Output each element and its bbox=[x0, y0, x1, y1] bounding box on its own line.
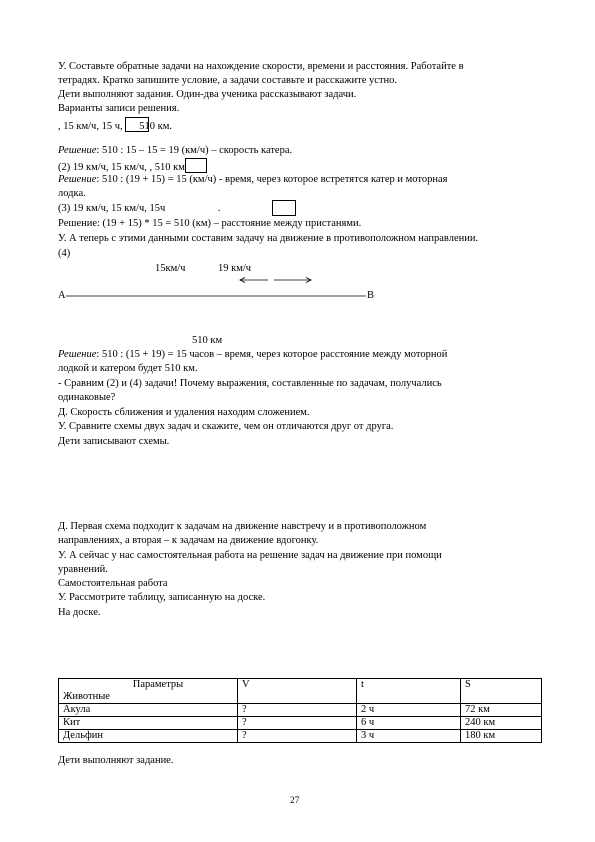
text-line-16: - Сравним (2) и (4) задачи! Почему выражения, составленные по задачам, получались bbox=[58, 378, 442, 389]
table-row bbox=[59, 704, 542, 717]
text-line-27: На доске. bbox=[58, 607, 101, 618]
variant-3-text: (3) 19 км/ч, 15 км/ч, 15ч bbox=[58, 203, 166, 214]
cell-v: ? bbox=[238, 717, 357, 730]
cell-s: 180 км bbox=[461, 730, 542, 743]
distance-label: 510 км bbox=[192, 335, 223, 346]
cell-t: 2 ч bbox=[357, 704, 461, 717]
header-params: Параметры bbox=[132, 679, 184, 690]
variant-1-unit: км. bbox=[154, 121, 172, 132]
solution-label: Решение bbox=[58, 174, 97, 185]
text-line-26: У. Рассмотрите таблицу, записанную на доске. bbox=[58, 592, 266, 603]
table-row bbox=[59, 730, 542, 743]
header-s: S bbox=[461, 679, 542, 704]
point-a-label: А bbox=[58, 290, 66, 301]
cell-s: 240 км bbox=[461, 717, 542, 730]
text-line-25: Самостоятельная работа bbox=[58, 578, 168, 589]
variant-2-text: (2) 19 км/ч, 15 км/ч, , 510 км bbox=[58, 162, 185, 173]
speed-label-2: 19 км/ч bbox=[218, 263, 252, 274]
text-line-21: Д. Первая схема подходит к задачам на движение навстречу и в противоположном bbox=[58, 521, 427, 532]
text-line-19: У. Сравните схемы двух задач и скажите, чем он отличаются друг от друга. bbox=[58, 421, 394, 432]
page-number: 27 bbox=[290, 796, 300, 806]
cell-name: Акула bbox=[59, 704, 238, 717]
text-line-1: У. Составьте обратные задачи на нахождение скорости, времени и расстояния. Работайте в bbox=[58, 61, 464, 72]
text-line-22: направлениях, а вторая – к задачам на движение вдогонку. bbox=[58, 535, 319, 546]
cell-s: 72 км bbox=[461, 704, 542, 717]
text-line-18: Д. Скорость сближения и удаления находим сложением. bbox=[58, 407, 310, 418]
left-arrow bbox=[240, 278, 268, 283]
table-header-row bbox=[59, 679, 542, 704]
text-line-20: Дети записывают схемы. bbox=[58, 436, 170, 447]
header-t: t bbox=[357, 679, 461, 704]
text-line-9: лодка. bbox=[58, 188, 86, 199]
header-params-cell bbox=[59, 679, 238, 704]
variant-1-dist: 510 bbox=[139, 121, 155, 132]
cell-t: 3 ч bbox=[357, 730, 461, 743]
table-row bbox=[59, 717, 542, 730]
solution-2-text: : 510 : (19 + 15) = 15 (км/ч) - время, через которое встретятся катер и моторная bbox=[96, 174, 448, 185]
solution-1-text: : 510 : 15 – 15 = 19 (км/ч) – скорость катера. bbox=[96, 145, 293, 156]
text-line-28: Дети выполняют задание. bbox=[58, 755, 174, 766]
speed-label-1: 15км/ч bbox=[155, 263, 186, 274]
point-b-label: В bbox=[367, 290, 375, 301]
text-line-23: У. А сейчас у нас самостоятельная работа на решение задач на движение при помощи bbox=[58, 550, 442, 561]
variant-1-text: , 15 км/ч, 15 ч, bbox=[58, 121, 123, 132]
solution-3-line: Решение: (19 + 15) * 15 = 510 (км) – расстояние между пристанями. bbox=[58, 218, 362, 229]
cell-v: ? bbox=[238, 704, 357, 717]
variant-3-dot: . bbox=[217, 203, 221, 214]
text-line-17: одинаковые? bbox=[58, 392, 116, 403]
text-line-12: У. А теперь с этими данными составим задачу на движение в противоположном направлении. bbox=[58, 233, 479, 244]
text-line-13: (4) bbox=[58, 248, 71, 259]
cell-t: 6 ч bbox=[357, 717, 461, 730]
cell-v: ? bbox=[238, 730, 357, 743]
right-arrow bbox=[274, 278, 311, 283]
solution-4-line bbox=[58, 348, 447, 361]
solution-label: Решение bbox=[58, 145, 97, 156]
solution-4-text: : 510 : (15 + 19) = 15 часов – время, через которое расстояние между моторной bbox=[96, 349, 448, 360]
text-line-2: тетрадях. Кратко запишите условие, а задачи составьте и расскажите устно. bbox=[58, 75, 398, 86]
text-line-4: Варианты записи решения. bbox=[58, 103, 180, 114]
solution-label: Решение bbox=[58, 349, 97, 360]
text-line-15: лодкой и катером будет 510 км. bbox=[58, 363, 198, 374]
header-animals: Животные bbox=[63, 691, 110, 702]
cell-name: Дельфин bbox=[59, 730, 238, 743]
cell-name: Кит bbox=[59, 717, 238, 730]
header-v: V bbox=[238, 679, 357, 704]
text-segment: Дети выполняют задания. Один-два ученика рассказывают задачи. bbox=[58, 89, 357, 100]
text-line-24: уравнений. bbox=[58, 564, 108, 575]
animals-table bbox=[58, 678, 542, 743]
